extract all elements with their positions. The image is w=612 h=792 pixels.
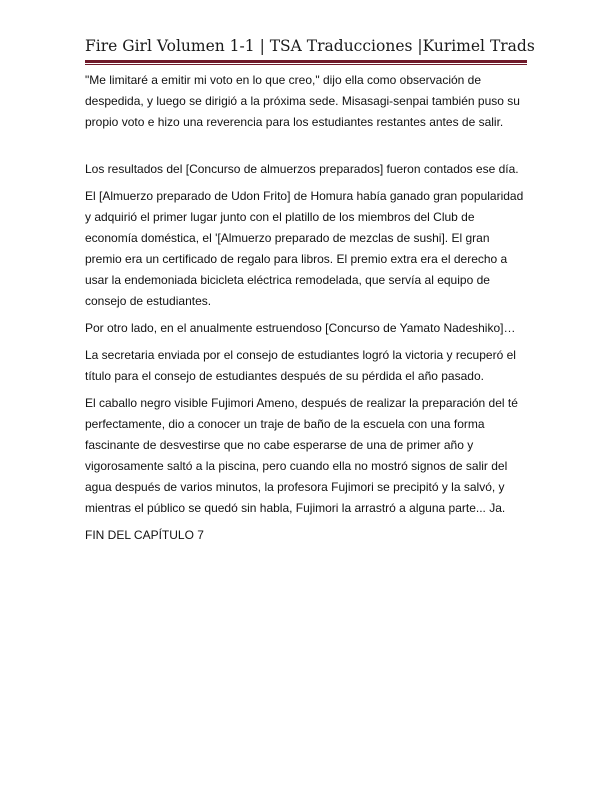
page-header [85, 36, 535, 56]
header-title: Fire Girl Volumen 1-1 | TSA Traducciones |Kurimel Trads [85, 37, 535, 55]
document-body [85, 70, 527, 552]
paragraph-yamato: Por otro lado, en el anualmente estruendoso [Concurso de Yamato Nadeshiko]… [85, 321, 516, 335]
paragraph-gap [85, 139, 527, 159]
paragraph-secretary: La secretaria enviada por el consejo de estudiantes logró la victoria y recuperó el título para el consejo de estudiantes después de su pérdida el año pasado. [85, 348, 516, 383]
paragraph-results: Los resultados del [Concurso de almuerzos preparados] fueron contados ese día. [85, 162, 519, 176]
header-rule-thin [85, 64, 527, 65]
chapter-end: FIN DEL CAPÍTULO 7 [85, 528, 204, 542]
header-rule-thick [85, 60, 527, 63]
paragraph-fujimori: El caballo negro visible Fujimori Ameno, después de realizar la preparación del té perfectamente, dio a conocer un traje de baño de la escuela con una forma fascinante de desvestirse que no cabe esperarse de una de primer año y vigorosamente saltó a la piscina, pero cuando ella no mostró signos de salir del agua después de varios minutos, la profesora Fujimori se precipitó y la salvó, y mientras el público se quedó sin habla, Fujimori la arrastró a alguna parte... Ja. [85, 396, 518, 515]
paragraph-udon: El [Almuerzo preparado de Udon Frito] de Homura había ganado gran popularidad y adquirió el primer lugar junto con el platillo de los miembros del Club de economía doméstica, el '[Almuerzo preparado de mezclas de sushi]. El gran premio era un certificado de regalo para libros. El premio extra era el derecho a usar la endemoniada bicicleta eléctrica remodelada, que servía al equipo de consejo de estudiantes. [85, 189, 524, 308]
paragraph-farewell: "Me limitaré a emitir mi voto en lo que creo," dijo ella como observación de despedida, y luego se dirigió a la próxima sede. Misasagi-senpai también puso su propio voto e hizo una reverencia para los estudiantes restantes antes de salir. [85, 73, 520, 129]
